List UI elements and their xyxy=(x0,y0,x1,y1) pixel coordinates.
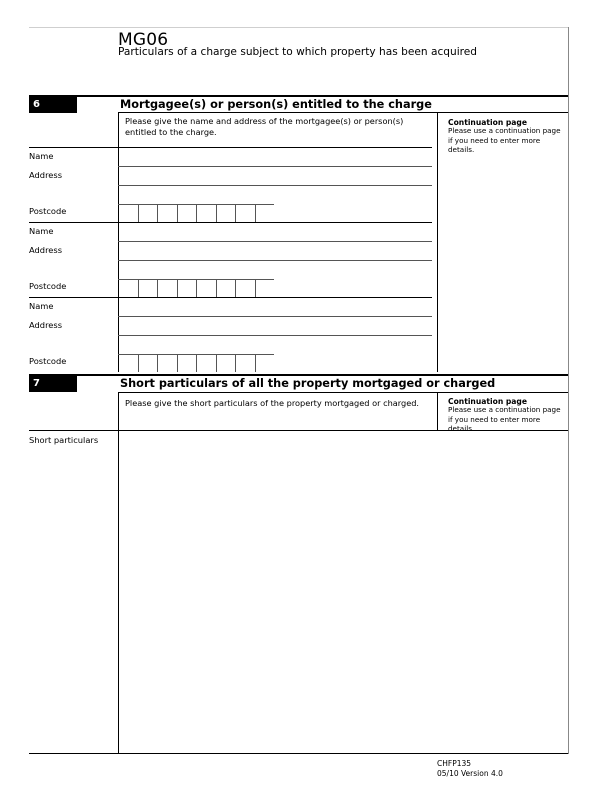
section-6-right-divider xyxy=(437,112,438,372)
name-field-3[interactable] xyxy=(120,298,432,316)
section-7-top-rule xyxy=(29,374,568,376)
postcode-tick xyxy=(216,204,217,222)
postcode-tick xyxy=(138,204,139,222)
name-field-2[interactable] xyxy=(120,223,432,241)
name-label-1: Name xyxy=(29,151,54,161)
postcode-tick xyxy=(235,279,236,297)
postcode-label-2: Postcode xyxy=(29,281,67,291)
section-6-title-underline xyxy=(118,112,568,113)
postcode-tick xyxy=(196,204,197,222)
postcode-tick xyxy=(177,354,178,372)
section-7-instruction-rule xyxy=(29,430,568,431)
postcode-label-1: Postcode xyxy=(29,206,67,216)
section-7-left-divider xyxy=(118,392,119,754)
section-6-instruction: Please give the name and address of the mortgagee(s) or person(s) entitled to the charge. xyxy=(125,116,404,137)
form-subtitle: Particulars of a charge subject to which property has been acquired xyxy=(118,46,478,58)
address-label-3: Address xyxy=(29,320,63,330)
address-label-2: Address xyxy=(29,245,63,255)
postcode-tick xyxy=(157,354,158,372)
section-6-left-divider xyxy=(118,112,119,372)
form-code: MG06 xyxy=(118,30,169,50)
postcode-tick xyxy=(196,279,197,297)
postcode-tick xyxy=(138,279,139,297)
right-frame-line xyxy=(568,27,569,754)
header-top-rule xyxy=(29,27,568,28)
postcode-tick xyxy=(235,204,236,222)
footer-version: 05/10 Version 4.0 xyxy=(437,769,503,778)
postcode-tick xyxy=(255,279,256,297)
short-particulars-label: Short particulars xyxy=(29,435,99,445)
section-7-title: Short particulars of all the property mortgaged or charged xyxy=(120,377,496,390)
footer-code: CHFP135 xyxy=(437,759,472,768)
postcode-label-3: Postcode xyxy=(29,356,67,366)
postcode-tick xyxy=(138,354,139,372)
section-6-continuation-text: Please use a continuation page if you need to enter more details. xyxy=(448,126,561,154)
postcode-tick xyxy=(177,279,178,297)
section-6-number: 6 xyxy=(29,97,77,113)
name-label-3: Name xyxy=(29,301,54,311)
postcode-tick xyxy=(216,279,217,297)
page-bottom-rule xyxy=(29,753,568,754)
section-7-instruction: Please give the short particulars of the property mortgaged or charged. xyxy=(125,398,420,408)
short-particulars-field[interactable] xyxy=(120,432,567,752)
address-label-1: Address xyxy=(29,170,63,180)
section-7-continuation-text: Please use a continuation page if you need to enter more details. xyxy=(448,405,561,433)
section-6-continuation-heading: Continuation page xyxy=(448,118,528,127)
address-field-2a[interactable] xyxy=(120,242,432,260)
section-7-right-divider xyxy=(437,392,438,430)
address-field-3b[interactable] xyxy=(120,336,432,354)
section-7-number: 7 xyxy=(29,376,77,392)
postcode-tick xyxy=(216,354,217,372)
address-field-3a[interactable] xyxy=(120,317,432,335)
postcode-tick xyxy=(255,204,256,222)
address-field-1a[interactable] xyxy=(120,167,432,185)
section-6-title: Mortgagee(s) or person(s) entitled to the charge xyxy=(120,98,432,111)
postcode-tick xyxy=(255,354,256,372)
postcode-tick xyxy=(157,279,158,297)
postcode-tick xyxy=(235,354,236,372)
address-field-2b[interactable] xyxy=(120,261,432,279)
section-6-top-rule xyxy=(29,95,568,97)
postcode-tick xyxy=(177,204,178,222)
postcode-tick xyxy=(196,354,197,372)
name-field-1[interactable] xyxy=(120,148,432,166)
postcode-tick xyxy=(157,204,158,222)
name-label-2: Name xyxy=(29,226,54,236)
section-7-title-underline xyxy=(118,392,568,393)
section-7-continuation-heading: Continuation page xyxy=(448,397,528,406)
address-field-1b[interactable] xyxy=(120,186,432,204)
